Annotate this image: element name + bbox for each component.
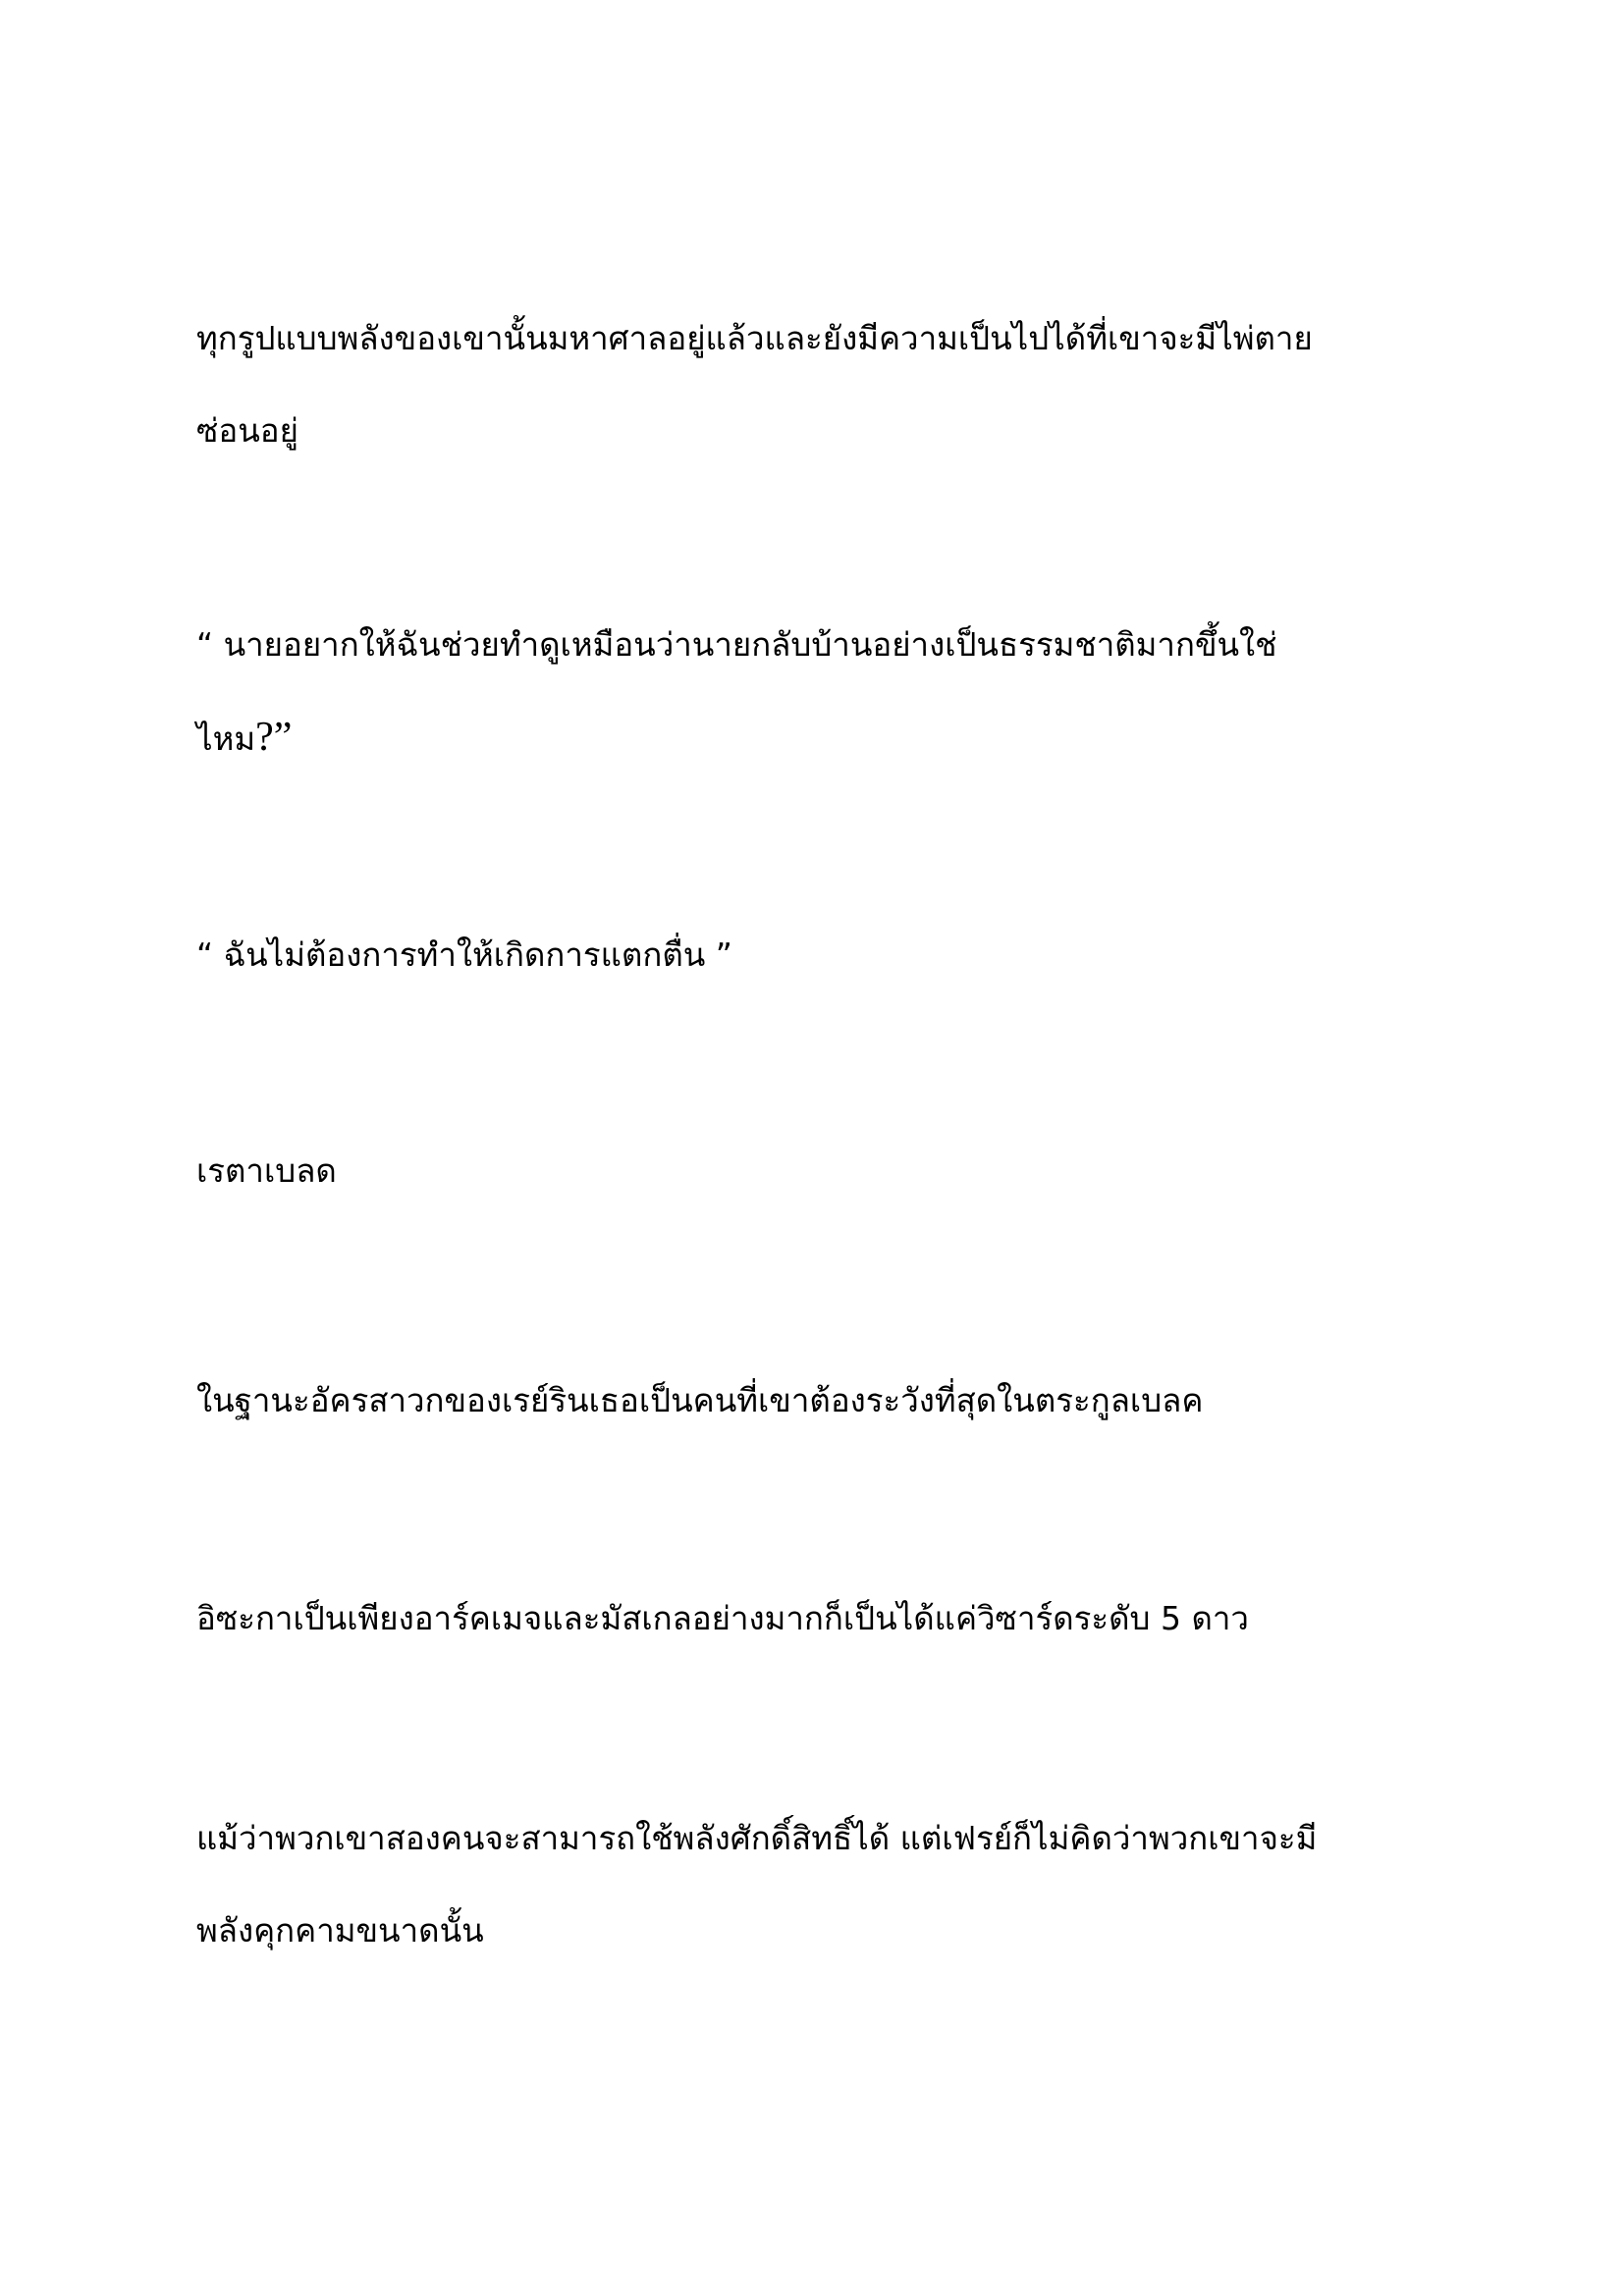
paragraph-1-line-2: ซ่อนอยู่	[196, 411, 298, 450]
paragraph-6	[196, 1573, 1434, 1665]
paragraph-2	[196, 599, 1404, 785]
paragraph-2-closing-mark: ?”	[255, 715, 293, 760]
paragraph-3	[196, 909, 1434, 1001]
paragraph-1	[196, 293, 1434, 477]
paragraph-1-line-1: ทุกรูปแบบพลังของเขานั้นมหาศาลอยู่แล้วและยังมีความเป็นไปได้ที่เขาจะมีไพ่ตาย	[196, 319, 1313, 357]
paragraph-4	[196, 1125, 1434, 1217]
paragraph-7	[196, 1792, 1434, 1977]
paragraph-7-line-1: แม้ว่าพวกเขาสองคนจะสามารถใช้พลังศักดิ์สิทธิ์ได้ แต่เฟรย์ก็ไม่คิดว่าพวกเขาจะมี	[196, 1819, 1318, 1857]
paragraph-2-line-1: “ นายอยากให้ฉันช่วยทำดูเหมือนว่านายกลับบ้านอย่างเป็นธรรมชาติมากขึ้นใช่	[196, 625, 1277, 664]
paragraph-4-line-1: เรตาเบลด	[196, 1151, 337, 1190]
paragraph-3-line-1: “ ฉันไม่ต้องการทำให้เกิดการแตกตื่น ”	[196, 935, 732, 974]
paragraph-6-line-1: อิซะกาเป็นเพียงอาร์คเมจและมัสเกลอย่างมากก็เป็นได้แค่วิซาร์ดระดับ 5 ดาว	[196, 1599, 1249, 1637]
paragraph-7-line-2: พลังคุกคามขนาดนั้น	[196, 1911, 484, 1949]
paragraph-2-line-2	[196, 691, 1404, 785]
paragraph-5	[196, 1355, 1434, 1447]
paragraph-5-line-1: ในฐานะอัครสาวกของเรย์รินเธอเป็นคนที่เขาต้องระวังที่สุดในตระกูลเบลค	[196, 1381, 1204, 1419]
paragraph-2-line-2-text: ไหม	[196, 720, 256, 758]
